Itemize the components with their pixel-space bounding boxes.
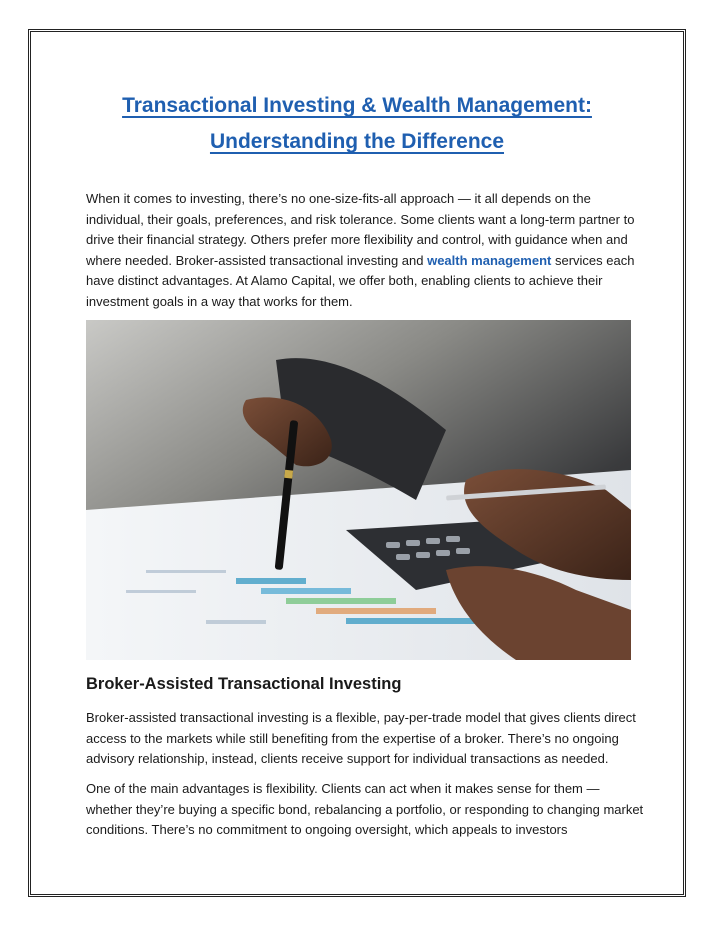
document-title xyxy=(91,88,623,160)
section-paragraph-2: One of the main advantages is flexibility. Clients can act when it makes sense for them — whether they’re buying a specific bond, rebalancing a portfolio, or responding to changing market conditions. There’s no commitment to ongoing oversight, which appeals to investors xyxy=(86,781,644,837)
title-line-2: Understanding the Difference xyxy=(209,130,505,153)
section-paragraph-1: Broker-assisted transactional investing is a flexible, pay-per-trade model that gives clients direct access to the markets while still benefiting from the expertise of a broker. There’s no ongoing advisory relationship, instead, clients receive support for individual transactions as needed. xyxy=(86,710,636,766)
photo-illustration xyxy=(86,320,631,660)
section-heading: Broker-Assisted Transactional Investing xyxy=(86,675,402,693)
intro-paragraph xyxy=(86,189,646,312)
financial-review-photo xyxy=(86,320,631,660)
title-line-1: Transactional Investing & Wealth Management: xyxy=(122,94,592,117)
intro-text-1: When it comes to investing, there’s no one-size-fits-all approach — it all depends on the individual, their goals, preferences, and risk tolerance. Some clients want a long-term partner to drive their financial strategy. Others prefer more flexibility and control, with guidance when and where needed. Broker-assisted transactional investing and xyxy=(86,191,635,268)
page-frame xyxy=(28,29,686,897)
intro-text-2: services each have distinct advantages. At Alamo Capital, we offer both, enabling clients to achieve their investment goals in a way that works for them. xyxy=(86,252,635,309)
wealth-management-link[interactable]: wealth management xyxy=(427,252,552,268)
